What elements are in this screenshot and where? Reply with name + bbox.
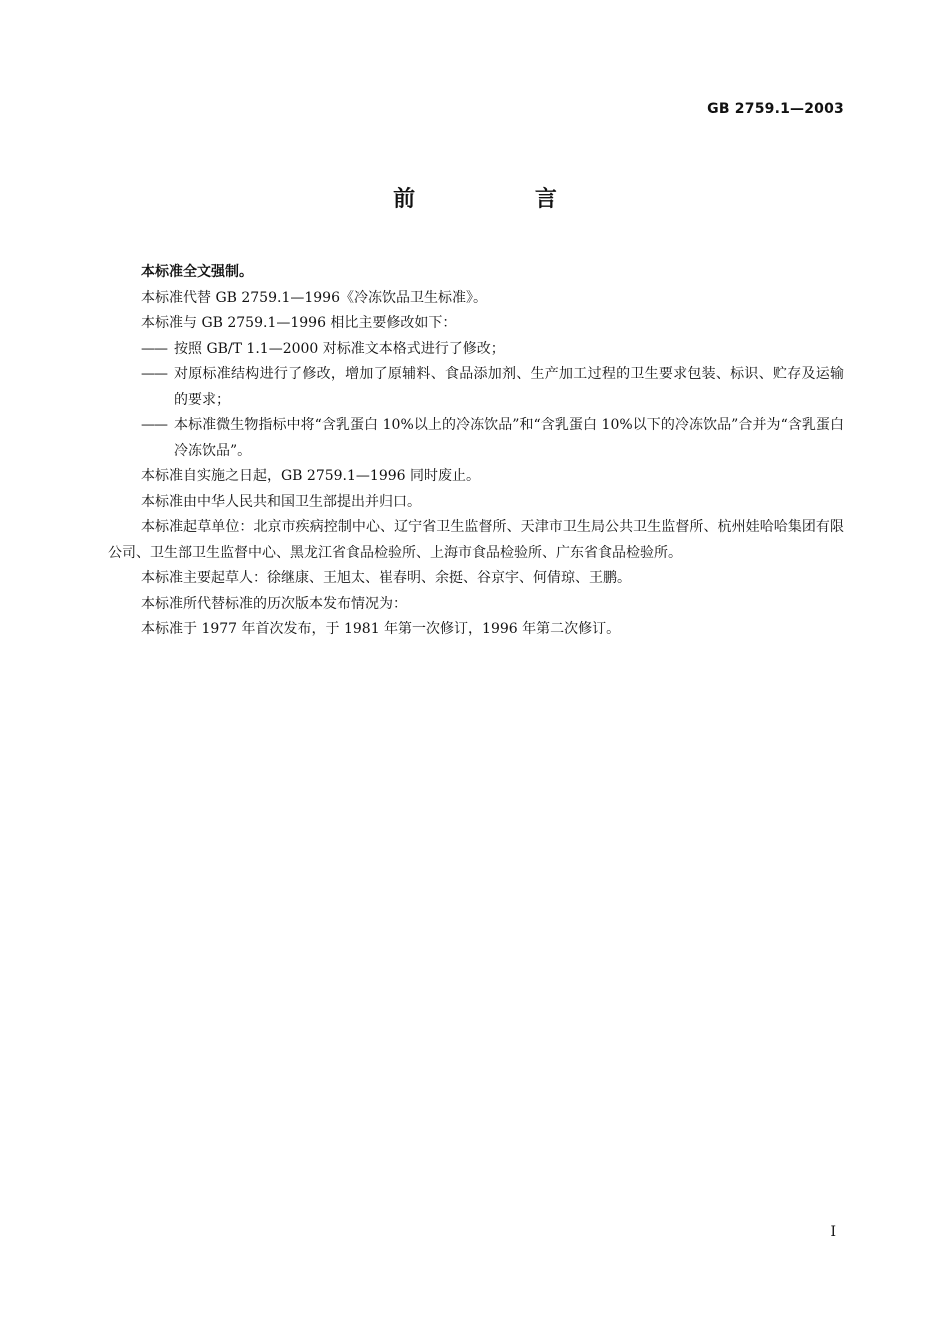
change-item-structure (108, 362, 844, 413)
change-item-text: 本标准微生物指标中将“含乳蛋白 10%以上的冷冻饮品”和“含乳蛋白 10%以下的冷冻饮品”合并为“含乳蛋白冷冻饮品”。 (174, 417, 844, 459)
paragraph-replaces: 本标准代替 GB 2759.1—1996《冷冻饮品卫生标准》。 (141, 289, 487, 306)
paragraph-drafters: 本标准主要起草人：徐继康、王旭太、崔春明、余挺、谷京宇、何倩琼、王鹏。 (141, 570, 631, 586)
paragraph-abolish: 本标准自实施之日起，GB 2759.1—1996 同时废止。 (141, 468, 480, 484)
change-item-text: 按照 GB/T 1.1—2000 对标准文本格式进行了修改； (174, 340, 505, 357)
change-item-format (108, 337, 844, 363)
dash-mark: —— (141, 340, 167, 357)
standard-code: GB 2759.1—2003 (707, 101, 844, 117)
paragraph-drafting-units: 本标准起草单位：北京市疾病控制中心、辽宁省卫生监督所、天津市卫生局公共卫生监督所、杭州娃哈哈集团有限公司、卫生部卫生监督中心、黑龙江省食品检验所、上海市食品检验所、广东省食品检验所。 (108, 519, 844, 561)
foreword-body (108, 260, 844, 643)
paragraph-proposer: 本标准由中华人民共和国卫生部提出并归口。 (141, 493, 421, 510)
paragraph-history-intro: 本标准所代替标准的历次版本发布情况为： (141, 595, 407, 612)
page-number: I (830, 1224, 836, 1240)
paragraph-history: 本标准于 1977 年首次发布，于 1981 年第一次修订，1996 年第二次修订。 (141, 621, 621, 637)
paragraph-mandatory: 本标准全文强制。 (141, 264, 253, 280)
dash-mark: —— (141, 417, 167, 433)
change-item-text: 对原标准结构进行了修改，增加了原辅料、食品添加剂、生产加工过程的卫生要求包装、标识、贮存及运输的要求； (174, 366, 844, 408)
change-item-microbial (108, 413, 844, 464)
paragraph-changes-intro: 本标准与 GB 2759.1—1996 相比主要修改如下： (141, 315, 457, 331)
page-title: 前 言 (393, 187, 613, 212)
dash-mark: —— (141, 366, 167, 382)
